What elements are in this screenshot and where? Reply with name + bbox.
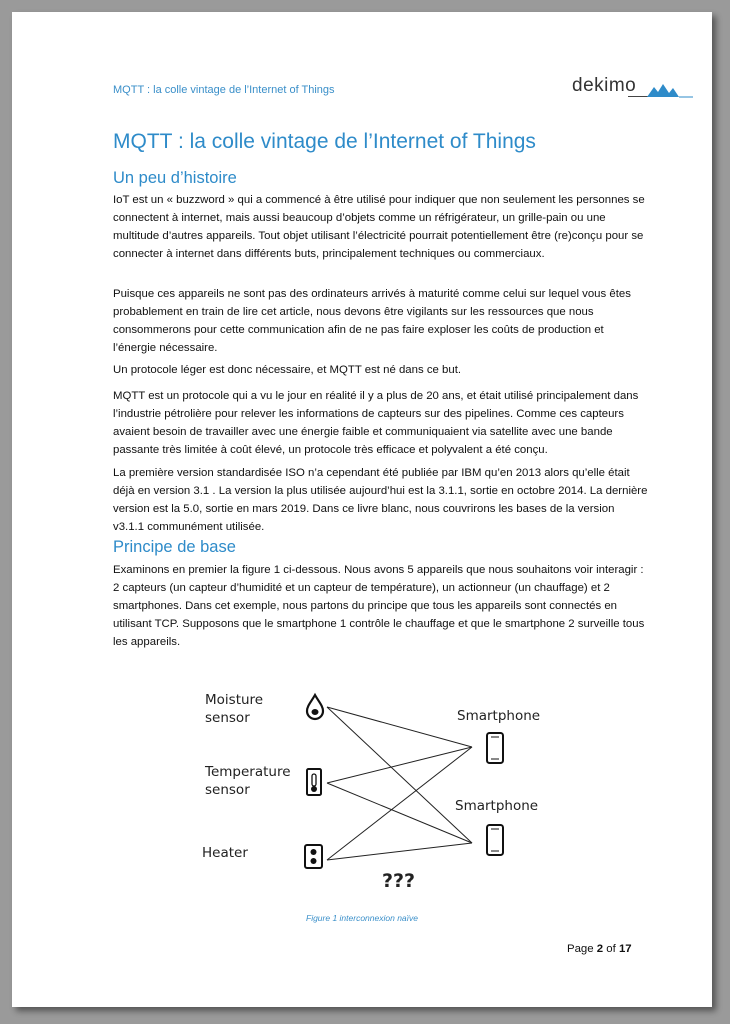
logo-mountains-icon — [645, 80, 700, 98]
document-title: MQTT : la colle vintage de l’Internet of Things — [113, 130, 536, 153]
figure-caption: Figure 1 interconnexion naïve — [306, 913, 418, 923]
section-heading-principe: Principe de base — [113, 538, 236, 556]
moisture-sensor-label-line2: sensor — [205, 710, 250, 726]
smartphone-1-label: Smartphone — [457, 708, 541, 724]
paragraph: IoT est un « buzzword » qui a commencé à être utilisé pour indiquer que non seulement les personnes se connectent à internet, mais aussi beaucoup d’objets comme un réfrigérateur, un grille-pain ou une multitude d’autres appareils. Tout objet utilisant l’électricité pourrait potentiellement être (re)conçu pour se connecter à internet dans différents buts, principalement techniques ou commerciaux. — [113, 194, 645, 260]
page-current: 2 — [596, 943, 604, 955]
heater-label: Heater — [202, 845, 248, 861]
temperature-sensor-label-line1: Temperature — [205, 764, 291, 780]
connection-lines — [327, 707, 472, 860]
page-total: 17 — [618, 943, 632, 955]
paragraph: Un protocole léger est donc nécessaire, et MQTT est né dans ce but. — [113, 364, 462, 376]
smartphone-icon — [487, 825, 503, 855]
section-heading-histoire: Un peu d’histoire — [113, 169, 237, 187]
dekimo-logo — [572, 72, 702, 102]
heater-icon — [305, 845, 322, 868]
running-header: MQTT : la colle vintage de l’Internet of Things — [113, 84, 335, 96]
paragraph: Examinons en premier la figure 1 ci-dessous. Nous avons 5 appareils que nous souhaitons voir interagir : 2 capteurs (un capteur d’humidité et un capteur de température), un actionneur (un chauffage) et 2 smartphones. Dans cet exemple, nous partons du principe que tous les appareils sont connectés en utilisant TCP. Supposons que le smartphone 1 contrôle le chauffage et que le smartphone 2 surveille tous les appareils. — [113, 564, 645, 648]
interconnection-diagram — [187, 675, 567, 900]
of-word: of — [606, 943, 616, 955]
paragraph: Puisque ces appareils ne sont pas des ordinateurs arrivés à maturité comme celui sur lequel vous êtes probablement en train de lire cet article, nous devons être vigilants sur les ressources que nous consommerons pour cette communication afin de ne pas faire exploser les coûts de production et l’énergie nécessaire. — [113, 288, 631, 354]
temperature-sensor-label-line2: sensor — [205, 782, 250, 798]
smartphone-icon — [487, 733, 503, 763]
paragraph: MQTT est un protocole qui a vu le jour en réalité il y a plus de 20 ans, et était utilisé principalement dans l’industrie pétrolière pour relever les informations de capteurs sur des pipelines. Comme ces capteurs avaient besoin de travailler avec une énergie faible et communiquaient via satellite avec une bande passante très limitée à coût élevé, un protocole très efficace et polyvalent a été conçu. — [113, 390, 639, 456]
smartphone-2-label: Smartphone — [455, 798, 539, 814]
logo-text: dekimo — [572, 75, 637, 96]
question-marks-label: ??? — [382, 870, 416, 892]
page-word: Page — [567, 943, 594, 955]
droplet-icon — [307, 695, 323, 719]
paragraph: La première version standardisée ISO n’a cependant été publiée par IBM qu’en 2013 alors qu’elle était déjà en version 3.1 . La version la plus utilisée aujourd’hui est la 3.1.1, sortie en octobre 2014. La dernière version est la 5.0, sortie en mars 2019. Dans ce livre blanc, nous couvrirons les bases de la version v3.1.1 communément utilisée. — [113, 467, 648, 533]
document-page — [12, 12, 712, 1007]
thermometer-icon — [307, 769, 321, 795]
page-number — [567, 943, 632, 955]
moisture-sensor-label-line1: Moisture — [205, 692, 264, 708]
